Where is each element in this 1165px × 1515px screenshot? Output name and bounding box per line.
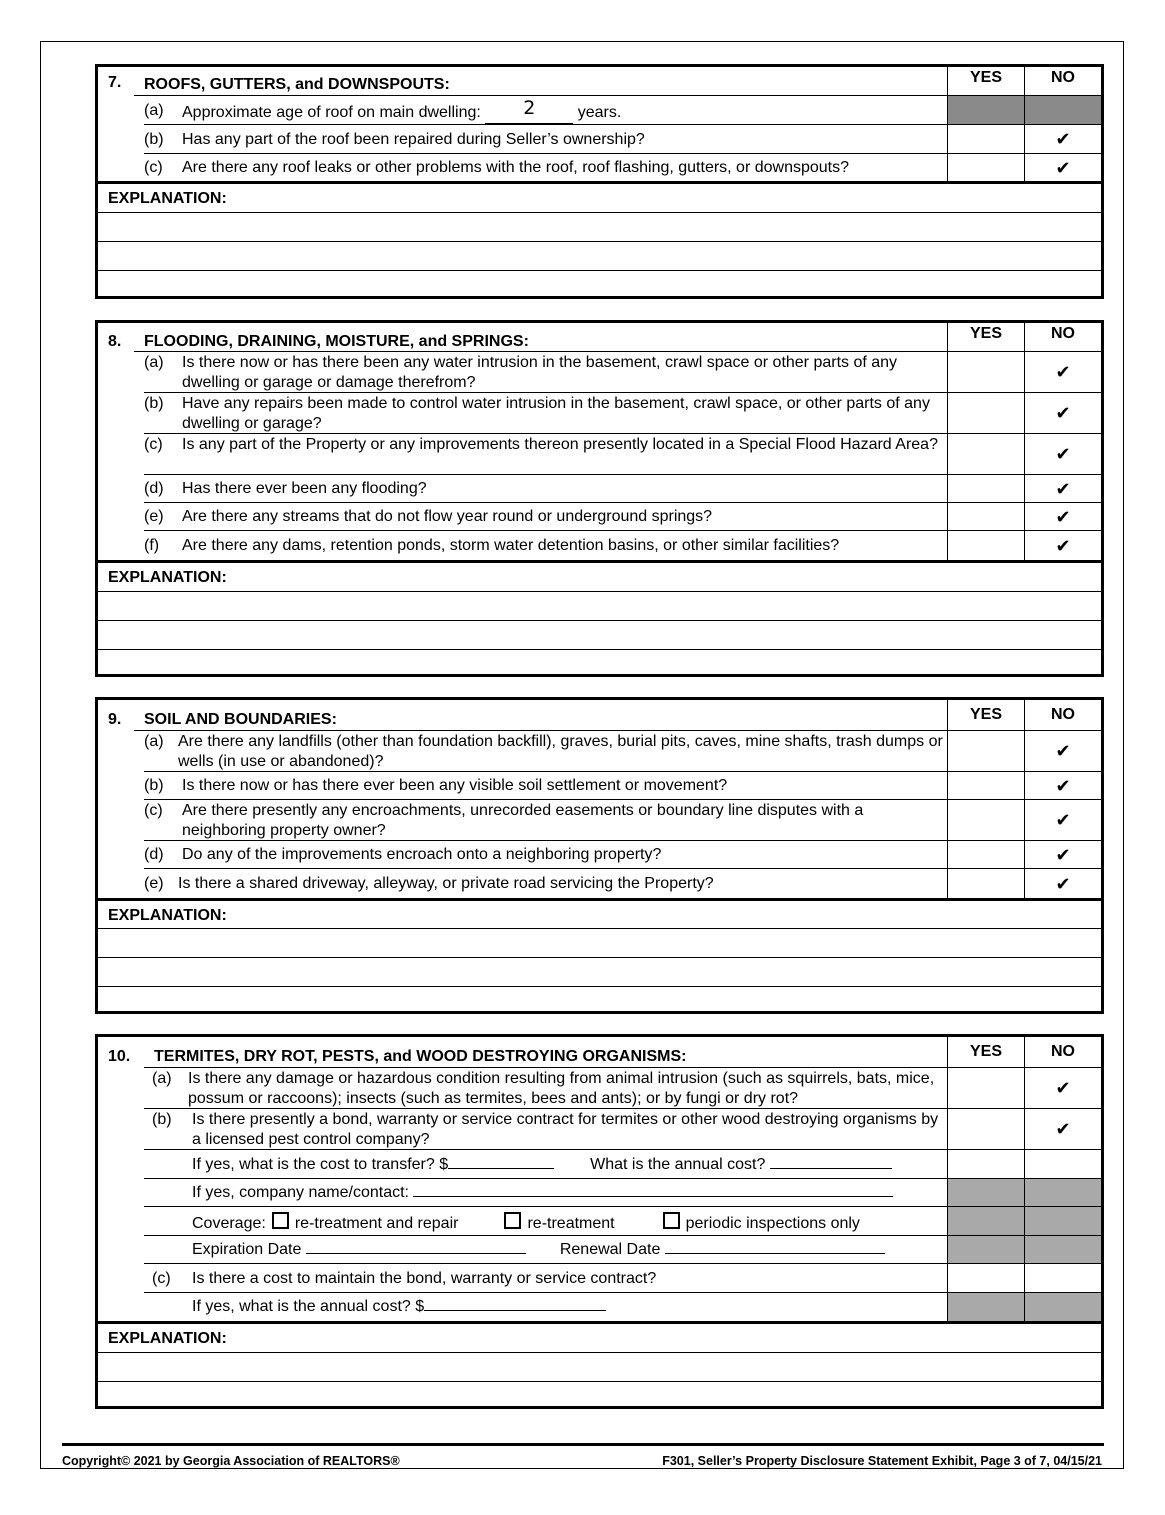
yes-checkbox[interactable] [947,772,1024,800]
question-text: Do any of the improvements encroach onto a neighboring property? [182,846,662,863]
yes-checkbox[interactable] [947,841,1024,869]
question-text: Is there now or has there ever been any visible soil settlement or movement? [182,777,728,794]
no-checkbox[interactable] [1024,125,1101,154]
yes-checkbox[interactable] [947,1068,1024,1109]
check-mark-icon: ✔ [1055,810,1071,830]
question-text: Is there a cost to maintain the bond, warranty or service contract? [192,1270,657,1287]
check-mark-icon: ✔ [1055,1119,1071,1139]
no-checkbox[interactable] [1024,731,1101,772]
check-mark-icon: ✔ [1055,775,1071,796]
yes-checkbox[interactable] [947,800,1024,841]
check-mark-icon: ✔ [1055,129,1071,149]
check-mark-icon: ✔ [1055,444,1071,464]
no-header: NO [1051,69,1075,86]
yes-checkbox[interactable] [947,731,1024,772]
explanation-area[interactable]: EXPLANATION: [98,563,1101,677]
question-text: Has there ever been any flooding? [182,480,427,497]
question-text: Is any part of the Property or any improvements thereon presently located in a Special Flood Hazard Area? [182,436,938,453]
yes-checkbox[interactable] [947,154,1024,182]
renewal-date-field[interactable] [665,1253,885,1254]
check-mark-icon: ✔ [1055,873,1071,894]
section-8-flooding: 8. FLOODING, DRAINING, MOISTURE, and SPRINGS: YES NO (a) Is there now or has there been any water intrusion in the basement, crawl space or other parts of any dwelling or garage or damage therefrom? ✔ (b) Have any repairs been made to control water intrusion in the basement, crawl space, or other parts of any dwelling or garage? ✔ (c) Is any part of the Property or any improvements thereon presently located in a Special Flood Hazard Area? ✔ (d) Has there ever been any flooding? ✔ (e) Are there any streams that do not flow year round or underground springs? ✔ (f) Are there any dams, retention ponds, storm water detention basins, or other similar facilities? ✔ EXPLANATION: [95,320,1104,677]
section-title: FLOODING, DRAINING, MOISTURE, and SPRINGS: [144,333,529,350]
checkbox-retreatment[interactable] [504,1212,521,1229]
section-title: ROOFS, GUTTERS, and DOWNSPOUTS: [144,76,450,93]
yes-checkbox[interactable] [947,434,1024,475]
checkbox-retreatment-repair[interactable] [272,1212,289,1229]
no-checkbox[interactable] [1024,434,1101,475]
yes-checkbox[interactable] [947,1264,1024,1293]
check-mark-icon: ✔ [1055,1078,1071,1098]
question-text: Are there any roof leaks or other problems with the roof, roof flashing, gutters, or downspouts? [182,159,850,176]
section-9-soil: 9. SOIL AND BOUNDARIES: YES NO (a) Are there any landfills (other than foundation backfill), graves, burial pits, caves, mine shafts, trash dumps or wells (in use or abandoned)? ✔ (b) Is there now or has there ever been any visible soil settlement or movement? ✔ (c) Are there presently any encroachments, unrecorded easements or boundary line disputes with a neighboring property owner? ✔ (d) Do any of the improvements encroach onto a neighboring property? ✔ (e) Is there a shared driveway, alleyway, or private road servicing the Property? ✔ EXPLANATION: [95,697,1104,1014]
yes-checkbox[interactable] [947,393,1024,434]
yes-checkbox[interactable] [947,1109,1024,1150]
maintain-annual-cost-field[interactable] [424,1310,606,1311]
no-checkbox[interactable] [1024,869,1101,898]
annual-cost-field[interactable] [770,1168,892,1169]
checkbox-periodic-inspections[interactable] [663,1212,680,1229]
check-mark-icon: ✔ [1055,844,1071,865]
form-id-text: F301, Seller’s Property Disclosure Statement Exhibit, Page 3 of 7, 04/15/21 [662,1454,1102,1468]
section-7-roofs: 7. ROOFS, GUTTERS, and DOWNSPOUTS: YES NO (a) Approximate age of roof on main dwelling: 2 years. (b) Has any part of the roof been repaired during Seller’s ownership? ✔ (c) Are there any roof leaks or other problems with the roof, roof flashing, gutters, or downspouts? ✔ EXPLANATION: [95,64,1104,299]
yes-checkbox[interactable] [947,475,1024,503]
question-text: Are there presently any encroachments, unrecorded easements or boundary line disputes with a neighboring property owner? [182,802,864,839]
expiration-date-field[interactable] [306,1253,526,1254]
company-contact-field[interactable] [413,1196,893,1197]
roof-age-field[interactable]: 2 [485,101,573,124]
no-checkbox[interactable] [1024,1109,1101,1150]
yes-checkbox[interactable] [947,125,1024,154]
transfer-cost-field[interactable] [448,1168,554,1169]
question-text: Is there presently a bond, warranty or service contract for termites or other wood destroying organisms by a licensed pest control company? [192,1111,939,1148]
no-checkbox[interactable] [1024,503,1101,531]
question-text: Are there any landfills (other than foundation backfill), graves, burial pits, caves, mine shafts, trash dumps or wells (in use or abandoned)? [178,733,943,770]
check-mark-icon: ✔ [1055,535,1071,556]
section-number: 7. [108,74,122,91]
question-text: Is there any damage or hazardous condition resulting from animal intrusion (such as squirrels, bats, mice, possum or raccoons); insects (such as termites, bees and ants); or by fungi or dry rot? [188,1070,935,1107]
copyright-text: Copyright© 2021 by Georgia Association of REALTORS® [62,1454,400,1468]
check-mark-icon: ✔ [1055,362,1071,382]
no-checkbox[interactable] [1024,841,1101,869]
check-mark-icon: ✔ [1055,158,1071,178]
no-checkbox[interactable] [1024,531,1101,560]
no-checkbox[interactable] [1024,352,1101,393]
no-checkbox[interactable] [1024,1264,1101,1293]
yes-checkbox[interactable] [947,869,1024,898]
explanation-area[interactable] [98,184,1101,299]
section-10-termites: 10. TERMITES, DRY ROT, PESTS, and WOOD DESTROYING ORGANISMS: YES NO (a) Is there any damage or hazardous condition resulting from animal intrusion (such as squirrels, bats, mice, possum or raccoons); insects (such as termites, bees and ants); or by fungi or dry rot? ✔ (b) Is there presently a bond, warranty or service contract for termites or other wood destroying organisms by a licensed pest control company? ✔ If yes, what is the cost to transfer? $ What is the annual cost? If yes, company name/contact: Coverage: re-treatment and repair re-treatment periodic inspections only Expiration Date Renewal Date (c) Is there a cost to maintain the bond, warranty or service contract? If yes, what is the annual cost? $ EXPLANATION: [95,1034,1104,1409]
roof-age-label: Approximate age of roof on main dwelling: [182,104,481,121]
yes-checkbox[interactable] [947,352,1024,393]
footer-rule [62,1443,1104,1446]
section-title: SOIL AND BOUNDARIES: [144,711,337,728]
no-checkbox[interactable] [1024,475,1101,503]
no-checkbox[interactable] [1024,800,1101,841]
check-mark-icon: ✔ [1055,403,1071,423]
explanation-area[interactable]: EXPLANATION: [98,901,1101,1014]
question-text: Is there a shared driveway, alleyway, or private road servicing the Property? [178,875,714,892]
question-text: Have any repairs been made to control water intrusion in the basement, crawl space, or other parts of any dwelling or garage? [182,395,930,432]
yes-checkbox[interactable] [947,503,1024,531]
check-mark-icon: ✔ [1055,478,1071,499]
check-mark-icon: ✔ [1055,741,1071,761]
explanation-area[interactable]: EXPLANATION: [98,1324,1101,1409]
yes-header: YES [969,69,1002,86]
check-mark-icon: ✔ [1055,506,1071,527]
question-text: Are there any dams, retention ponds, storm water detention basins, or other similar facilities? [182,537,840,554]
item-letter: (a) [144,102,164,119]
no-checkbox[interactable] [1024,154,1101,182]
explanation-label: EXPLANATION: [108,190,227,207]
no-checkbox[interactable] [1024,393,1101,434]
no-checkbox[interactable] [1024,772,1101,800]
question-text: Has any part of the roof been repaired during Seller’s ownership? [182,131,645,148]
no-checkbox[interactable] [1024,1068,1101,1109]
question-text: Are there any streams that do not flow year round or underground springs? [182,508,713,525]
yes-checkbox[interactable] [947,531,1024,560]
section-title: TERMITES, DRY ROT, PESTS, and WOOD DESTROYING ORGANISMS: [154,1048,687,1065]
question-text: Is there now or has there been any water intrusion in the basement, crawl space or other parts of any dwelling or garage or damage therefrom? [182,354,898,391]
